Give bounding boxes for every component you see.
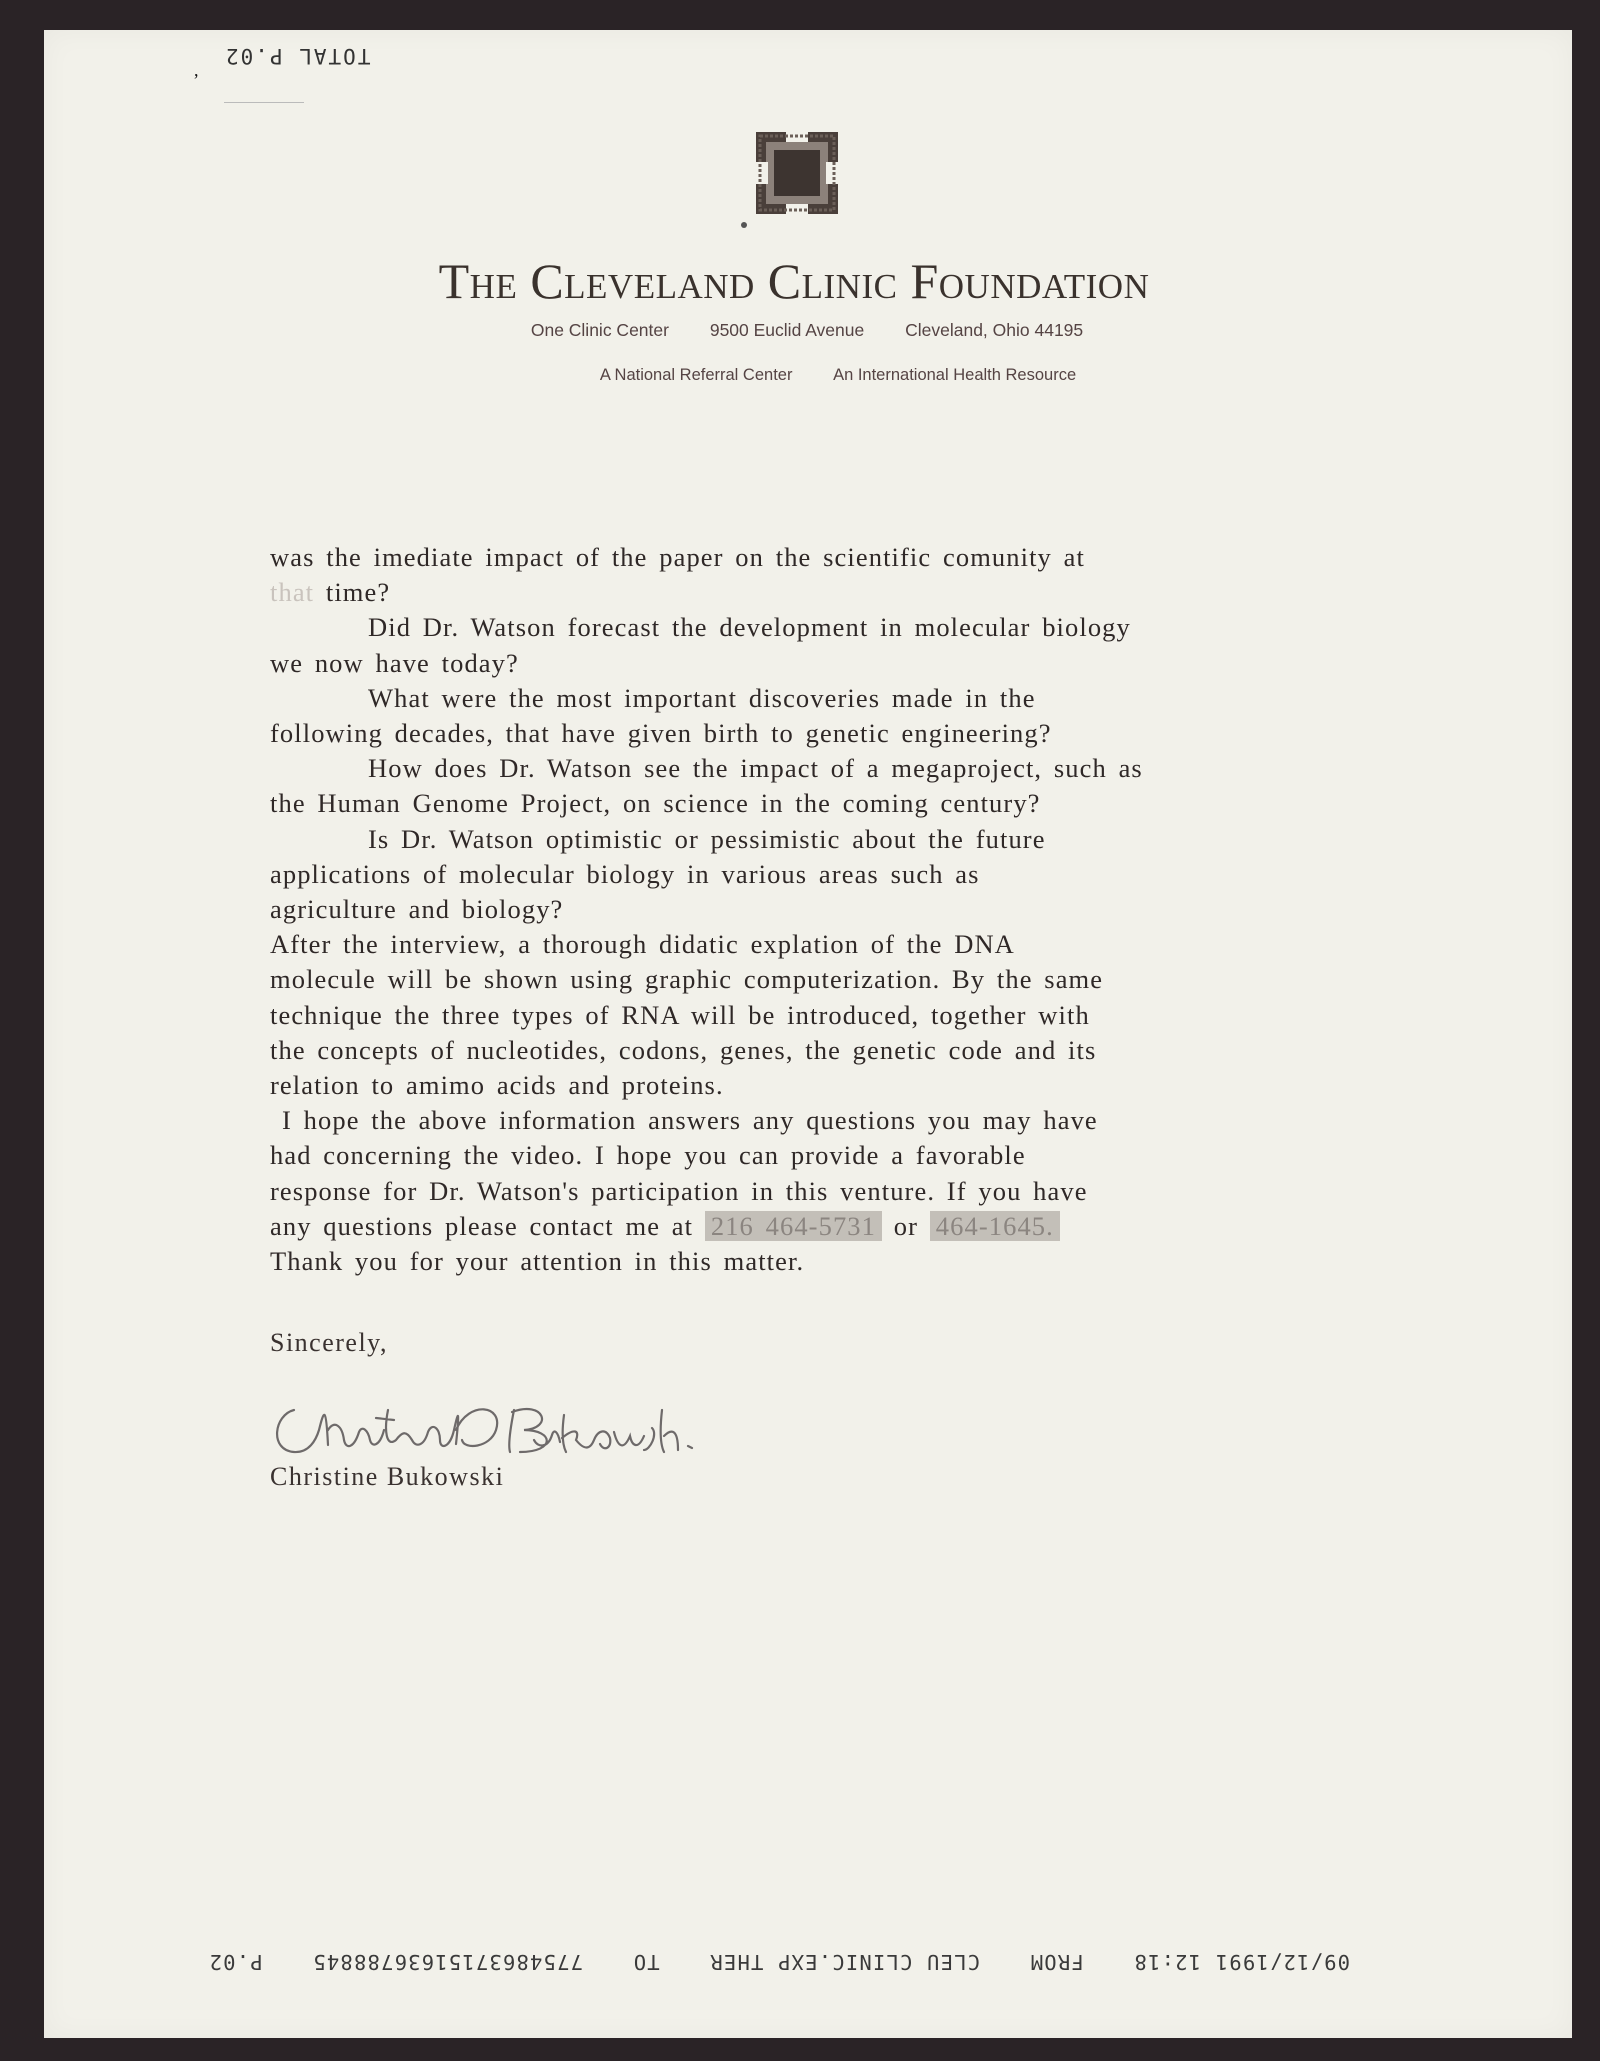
fax-mark: , bbox=[194, 60, 199, 80]
letter-page bbox=[44, 30, 1572, 2038]
body-line: the concepts of nucleotides, codons, genes, the genetic code and its bbox=[270, 1034, 1097, 1065]
body-line: relation to amimo acids and proteins. bbox=[270, 1070, 724, 1101]
phone-number: 216 464-5731 bbox=[705, 1211, 882, 1241]
phone-number: 464-1645. bbox=[930, 1211, 1060, 1241]
body-line: following decades, that have given birth to genetic engineering? bbox=[270, 718, 1052, 749]
body-line: After the interview, a thorough didatic explation of the DNA bbox=[270, 929, 1015, 960]
fax-from-label: FROM bbox=[1029, 1950, 1084, 1974]
tagline-row bbox=[74, 366, 1600, 385]
divider bbox=[224, 102, 304, 103]
body-text: or bbox=[893, 1210, 919, 1241]
body-line: had concerning the video. I hope you can provide a favorable bbox=[270, 1140, 1026, 1171]
signatory-name: Christine Bukowski bbox=[270, 1462, 505, 1491]
body-line: applications of molecular biology in various areas such as bbox=[270, 858, 980, 889]
body-line: Did Dr. Watson forecast the development in molecular biology bbox=[368, 612, 1131, 643]
logo-dot bbox=[741, 222, 747, 228]
address-line bbox=[43, 320, 1571, 341]
body-line: was the imediate impact of the paper on the scientific comunity at bbox=[270, 542, 1085, 572]
body-line bbox=[270, 1209, 1390, 1244]
salutation: Sincerely, bbox=[270, 1328, 388, 1357]
fax-number: 77548637151636788845 bbox=[312, 1950, 584, 1974]
body-line: I hope the above information answers any questions you may have bbox=[282, 1105, 1098, 1136]
organization-name: The Cleveland Clinic Foundation bbox=[438, 253, 1150, 309]
body-line bbox=[270, 575, 1390, 610]
body-line: molecule will be shown using graphic computerization. By the same bbox=[270, 964, 1104, 995]
fax-to-label: TO bbox=[632, 1950, 660, 1974]
body-line: we now have today? bbox=[270, 647, 519, 678]
fax-page: P.02 bbox=[208, 1950, 263, 1974]
address-street: One Clinic Center bbox=[530, 320, 669, 340]
body-line: response for Dr. Watson's participation in this venture. If you have bbox=[270, 1175, 1088, 1206]
address-avenue: 9500 Euclid Avenue bbox=[709, 320, 865, 340]
fax-datetime: 09/12/1991 12:18 bbox=[1133, 1950, 1350, 1974]
body-text: any questions please contact me at bbox=[270, 1210, 694, 1241]
fax-sender: CLEU CLINIC.EXP THER bbox=[709, 1950, 981, 1974]
body-line: Thank you for your attention in this matter. bbox=[270, 1246, 805, 1277]
body-line: agriculture and biology? bbox=[270, 894, 564, 925]
clinic-logo-icon bbox=[756, 132, 838, 214]
address-city: Cleveland, Ohio 44195 bbox=[905, 320, 1084, 340]
body-line: the Human Genome Project, on science in the coming century? bbox=[270, 788, 1041, 819]
body-line: Is Dr. Watson optimistic or pessimistic about the future bbox=[368, 823, 1046, 854]
body-line: How does Dr. Watson see the impact of a megaproject, such as bbox=[368, 753, 1143, 784]
tagline-international: An International Health Resource bbox=[833, 366, 1077, 384]
tagline-national: A National Referral Center bbox=[599, 366, 793, 384]
fax-transmission-footer bbox=[208, 1950, 1350, 1974]
fax-total-pages: TOTAL P.02 bbox=[224, 44, 371, 68]
body-line: What were the most important discoveries made in the bbox=[368, 682, 1036, 713]
faded-word: that bbox=[270, 577, 315, 608]
body-line: technique the three types of RNA will be introduced, together with bbox=[270, 999, 1090, 1030]
body-text: time? bbox=[325, 577, 391, 608]
letter-body bbox=[270, 540, 1390, 1279]
